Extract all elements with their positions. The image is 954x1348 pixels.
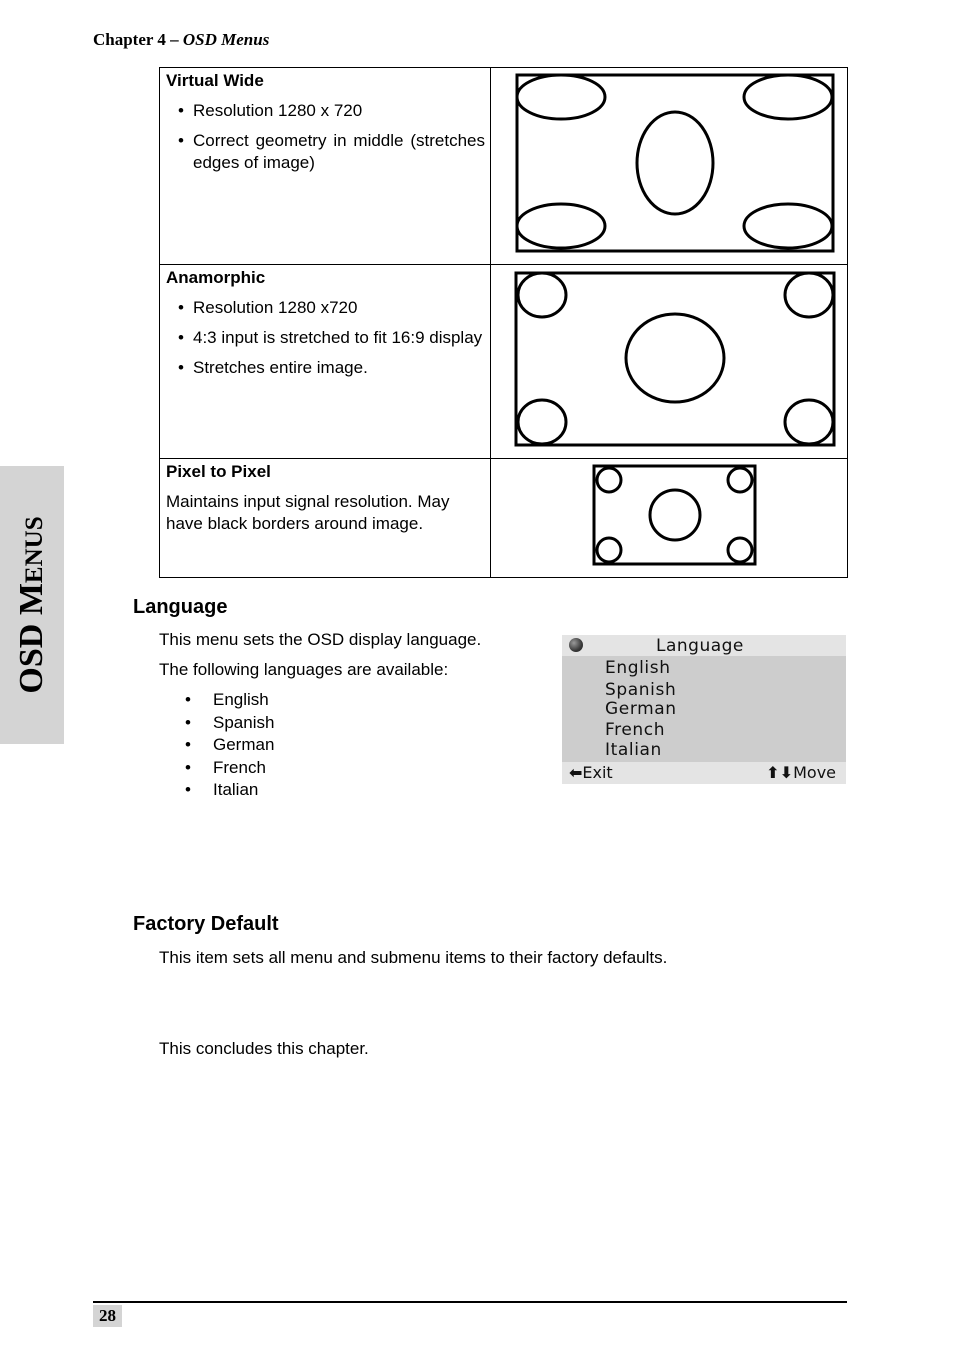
bullet: • bbox=[178, 101, 184, 120]
bullet: • bbox=[185, 712, 191, 732]
corner-ellipse bbox=[517, 204, 605, 248]
corner-circle bbox=[785, 273, 833, 317]
table-row bbox=[160, 265, 848, 459]
mode-illustration-cell bbox=[491, 459, 848, 578]
bullet-text: Resolution 1280 x720 bbox=[193, 298, 358, 317]
osd-menu-item[interactable]: French bbox=[605, 720, 666, 740]
screen-frame bbox=[517, 75, 833, 251]
factory-default-paragraph: This item sets all menu and submenu items to their factory defaults. bbox=[159, 948, 668, 967]
page-number: 28 bbox=[93, 1305, 122, 1327]
bullet-text: Correct geometry in middle (stretches edges of image) bbox=[193, 131, 485, 172]
list-item bbox=[185, 757, 274, 780]
bullet: • bbox=[178, 358, 184, 377]
footer-divider bbox=[93, 1301, 847, 1303]
chapter-title: OSD Menus bbox=[182, 30, 270, 49]
language-name: Italian bbox=[213, 780, 259, 799]
language-name: Spanish bbox=[213, 712, 275, 732]
bullet: • bbox=[185, 690, 191, 709]
language-list bbox=[185, 689, 274, 802]
mode-title: Virtual Wide bbox=[166, 71, 264, 90]
table-row bbox=[160, 459, 848, 578]
mode-description-cell bbox=[160, 68, 491, 265]
bullet: • bbox=[185, 780, 191, 799]
mode-text: Maintains input signal resolution. May have black borders around image. bbox=[166, 492, 450, 533]
arrow-left-icon: ⬅ bbox=[569, 763, 583, 782]
mode-illustration-cell bbox=[491, 265, 848, 459]
osd-menu-item[interactable]: German bbox=[605, 699, 677, 719]
side-tab-label bbox=[13, 516, 51, 693]
side-tab-small-caps: ENUS bbox=[21, 516, 48, 584]
aspect-modes-table bbox=[159, 67, 848, 578]
list-item bbox=[185, 734, 274, 757]
language-name: English bbox=[213, 690, 269, 709]
mode-title: Anamorphic bbox=[166, 268, 266, 287]
corner-circle bbox=[597, 468, 621, 492]
conclusion-paragraph: This concludes this chapter. bbox=[159, 1039, 369, 1058]
arrow-up-down-icon: ⬆⬇ bbox=[766, 763, 794, 782]
corner-ellipse bbox=[517, 75, 605, 119]
bullet-text: Stretches entire image. bbox=[193, 358, 368, 377]
anamorphic-diagram bbox=[491, 265, 859, 458]
bullet-text: 4:3 input is stretched to fit 16:9 display bbox=[193, 328, 483, 347]
bullet-text: Resolution 1280 x 720 bbox=[193, 101, 363, 120]
language-paragraph: The following languages are available: bbox=[159, 660, 449, 679]
mode-title: Pixel to Pixel bbox=[166, 462, 271, 481]
center-circle bbox=[650, 490, 700, 540]
language-name: German bbox=[213, 735, 275, 754]
factory-default-heading: Factory Default bbox=[133, 913, 279, 935]
list-item bbox=[166, 357, 485, 379]
osd-footer-bar bbox=[562, 762, 846, 784]
corner-ellipse bbox=[744, 75, 832, 119]
list-item bbox=[166, 130, 485, 174]
center-circle bbox=[637, 112, 713, 214]
osd-move-label: Move bbox=[793, 763, 836, 782]
virtual-wide-diagram bbox=[491, 68, 859, 264]
osd-menu-item[interactable]: English bbox=[605, 658, 671, 678]
corner-circle bbox=[518, 273, 566, 317]
globe-icon bbox=[569, 638, 583, 652]
list-item bbox=[166, 327, 485, 349]
list-item bbox=[166, 297, 485, 319]
chapter-header bbox=[93, 30, 269, 50]
corner-circle bbox=[597, 538, 621, 562]
list-item bbox=[166, 100, 485, 122]
corner-circle bbox=[728, 468, 752, 492]
osd-exit-label: Exit bbox=[582, 763, 613, 782]
corner-circle bbox=[518, 400, 566, 444]
language-heading: Language bbox=[133, 596, 228, 618]
table-row bbox=[160, 68, 848, 265]
list-item bbox=[185, 689, 274, 712]
chapter-label: Chapter 4 – bbox=[93, 30, 179, 49]
list-item bbox=[185, 712, 274, 735]
mode-description-cell bbox=[160, 459, 491, 578]
screen-frame bbox=[594, 466, 755, 564]
osd-menu-item[interactable]: Italian bbox=[605, 740, 662, 760]
bullet: • bbox=[178, 298, 184, 317]
osd-title-bar bbox=[562, 635, 846, 656]
pixel-to-pixel-diagram bbox=[491, 459, 859, 577]
bullet: • bbox=[178, 328, 184, 347]
corner-ellipse bbox=[744, 204, 832, 248]
list-item bbox=[185, 779, 274, 802]
corner-circle bbox=[728, 538, 752, 562]
osd-exit-hint[interactable] bbox=[569, 763, 613, 782]
bullet: • bbox=[185, 735, 191, 754]
corner-circle bbox=[785, 400, 833, 444]
osd-menu-item[interactable]: Spanish bbox=[605, 680, 677, 700]
side-tab-main: OSD M bbox=[13, 583, 50, 694]
osd-language-menu bbox=[562, 635, 846, 784]
language-paragraph: This menu sets the OSD display language. bbox=[159, 630, 482, 649]
bullet: • bbox=[185, 757, 191, 777]
center-circle bbox=[626, 314, 724, 402]
side-tab bbox=[0, 466, 64, 744]
mode-illustration-cell bbox=[491, 68, 848, 265]
language-name: French bbox=[213, 757, 266, 777]
osd-menu-title: Language bbox=[656, 636, 744, 656]
osd-move-hint bbox=[766, 763, 836, 782]
bullet: • bbox=[178, 131, 184, 150]
mode-description-cell bbox=[160, 265, 491, 459]
